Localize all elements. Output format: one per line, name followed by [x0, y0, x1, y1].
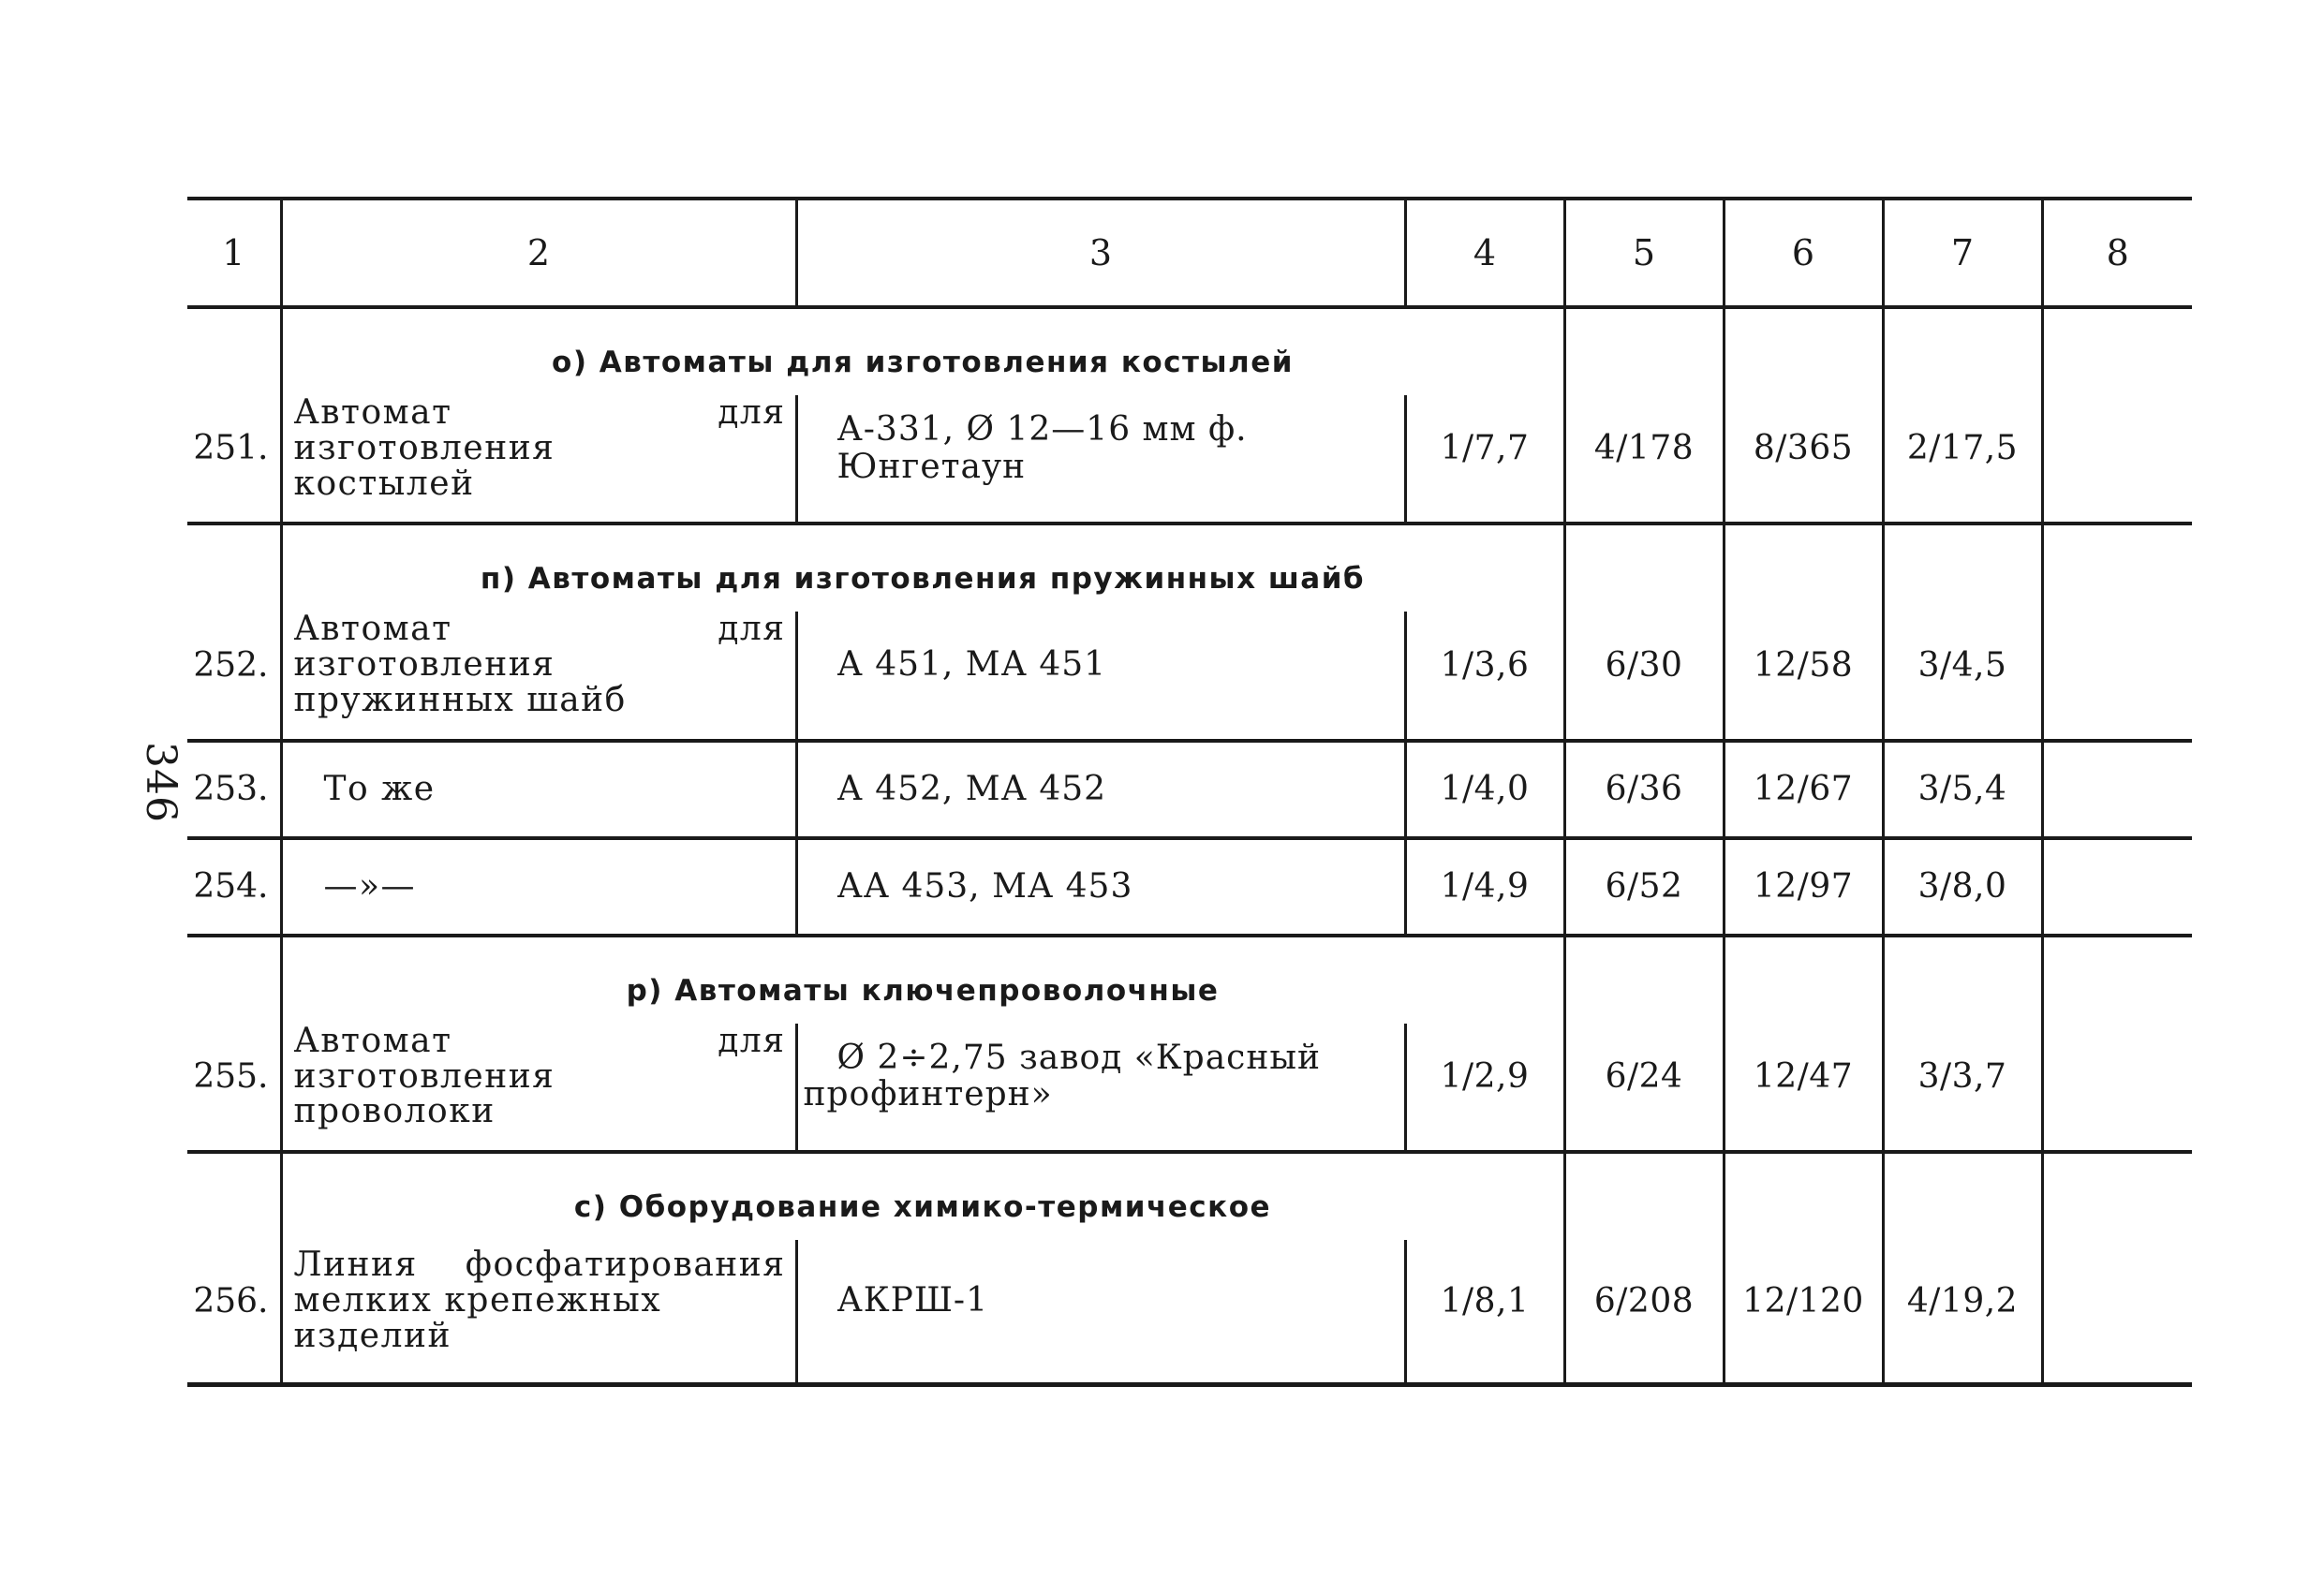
equipment-model: АА 453, МА 453	[796, 838, 1405, 936]
header-col-2: 2	[281, 199, 796, 307]
value-col-4: 1/4,0	[1405, 741, 1564, 838]
name-single: —»—	[323, 866, 417, 906]
table-row	[187, 612, 2192, 740]
header-col-8: 8	[2042, 199, 2192, 307]
value-col-7: 3/3,7	[1883, 1024, 2042, 1152]
blank-cell	[1564, 936, 1724, 1024]
row-number: 253.	[193, 770, 269, 809]
section-group	[187, 1152, 2192, 1385]
table-row	[187, 1024, 2192, 1152]
value-col-6: 12/120	[1724, 1240, 1883, 1385]
equipment-name	[281, 741, 796, 838]
header-col-1: 1	[187, 199, 281, 307]
name-line-1: Линия фосфатирования	[293, 1246, 786, 1285]
value-col-5: 6/52	[1564, 838, 1724, 936]
page-number: 346	[136, 742, 185, 823]
blank-cell	[2042, 936, 2192, 1024]
value-col-7: 2/17,5	[1883, 395, 2042, 524]
value-col-5: 6/24	[1564, 1024, 1724, 1152]
equipment-name	[281, 1021, 796, 1152]
equipment-name	[281, 838, 796, 936]
blank-cell	[2042, 307, 2192, 395]
section-title: о) Автоматы для изготовления костылей	[281, 307, 1564, 395]
name-line-1: Автомат для изготовления	[293, 393, 786, 467]
row-number: 255.	[193, 1056, 269, 1096]
blank-cell	[1724, 524, 1883, 612]
blank-cell	[187, 524, 281, 612]
section-group	[187, 307, 2192, 524]
equipment-model: А-331, Ø 12—16 мм ф. Юнгетаун	[796, 395, 1405, 524]
section-title-row	[187, 936, 2192, 1024]
header-col-3: 3	[796, 199, 1405, 307]
blank-cell	[187, 936, 281, 1024]
value-col-6: 12/67	[1724, 741, 1883, 838]
value-col-8	[2042, 741, 2192, 838]
model-line-2: профинтерн»	[803, 1075, 1053, 1114]
value-col-6: 12/47	[1724, 1024, 1883, 1152]
value-col-7: 3/8,0	[1883, 838, 2042, 936]
value-col-5: 4/178	[1564, 395, 1724, 524]
row-number: 254.	[193, 867, 269, 907]
row-number: 256.	[193, 1281, 269, 1320]
section-group	[187, 741, 2192, 838]
name-line-2: костылей	[293, 464, 475, 503]
equipment-model	[796, 1024, 1405, 1152]
model-line-1: Ø 2÷2,75 завод «Красный	[836, 1038, 1321, 1077]
blank-cell	[1883, 936, 2042, 1024]
equipment-model: АКРШ-1	[796, 1240, 1405, 1385]
name-line-2: пружинных шайб	[293, 680, 627, 719]
name-line-2: проволоки	[293, 1092, 496, 1131]
value-col-5: 6/36	[1564, 741, 1724, 838]
value-col-5: 6/30	[1564, 612, 1724, 740]
section-title: р) Автоматы ключепроволочные	[281, 936, 1564, 1024]
blank-cell	[187, 307, 281, 395]
blank-cell	[1724, 1152, 1883, 1240]
value-col-6: 8/365	[1724, 395, 1883, 524]
value-col-8	[2042, 612, 2192, 740]
name-line-2: мелких крепежных изделий	[293, 1281, 662, 1356]
header-row	[187, 199, 2192, 307]
name-single: То же	[323, 769, 436, 808]
name-line-1: Автомат для изготовления	[293, 610, 786, 685]
section-title-row	[187, 1152, 2192, 1240]
blank-cell	[1564, 1152, 1724, 1240]
equipment-name	[281, 395, 796, 524]
header-col-5: 5	[1564, 199, 1724, 307]
name-line-1: Автомат для изготовления	[293, 1021, 786, 1096]
blank-cell	[187, 1152, 281, 1240]
value-col-4: 1/3,6	[1405, 612, 1564, 740]
equipment-table	[187, 197, 2192, 1387]
equipment-model: А 451, МА 451	[796, 612, 1405, 740]
value-col-4: 1/2,9	[1405, 1024, 1564, 1152]
header-col-7: 7	[1883, 199, 2042, 307]
equipment-model: А 452, МА 452	[796, 741, 1405, 838]
blank-cell	[1564, 307, 1724, 395]
table-row	[187, 1240, 2192, 1385]
value-col-8	[2042, 838, 2192, 936]
row-number: 251.	[193, 429, 269, 468]
section-group	[187, 838, 2192, 936]
equipment-name	[281, 1240, 796, 1385]
value-col-8	[2042, 1240, 2192, 1385]
table-row	[187, 395, 2192, 524]
value-col-6: 12/97	[1724, 838, 1883, 936]
value-col-6: 12/58	[1724, 612, 1883, 740]
section-group	[187, 936, 2192, 1152]
value-col-4: 1/4,9	[1405, 838, 1564, 936]
value-col-8	[2042, 1024, 2192, 1152]
value-col-4: 1/8,1	[1405, 1240, 1564, 1385]
value-col-7: 3/4,5	[1883, 612, 2042, 740]
blank-cell	[1724, 936, 1883, 1024]
header-col-6: 6	[1724, 199, 1883, 307]
blank-cell	[1564, 524, 1724, 612]
blank-cell	[1883, 307, 2042, 395]
section-group	[187, 524, 2192, 740]
value-col-4: 1/7,7	[1405, 395, 1564, 524]
value-col-5: 6/208	[1564, 1240, 1724, 1385]
blank-cell	[1883, 524, 2042, 612]
equipment-name	[281, 612, 796, 740]
section-title-row	[187, 524, 2192, 612]
blank-cell	[1883, 1152, 2042, 1240]
value-col-8	[2042, 395, 2192, 524]
row-number: 252.	[193, 645, 269, 685]
section-title-row	[187, 307, 2192, 395]
table-row	[187, 741, 2192, 838]
blank-cell	[2042, 1152, 2192, 1240]
blank-cell	[1724, 307, 1883, 395]
value-col-7: 4/19,2	[1883, 1240, 2042, 1385]
section-title: п) Автоматы для изготовления пружинных шайб	[281, 524, 1564, 612]
table-row	[187, 838, 2192, 936]
value-col-7: 3/5,4	[1883, 741, 2042, 838]
section-title: с) Оборудование химико-термическое	[281, 1152, 1564, 1240]
blank-cell	[2042, 524, 2192, 612]
header-col-4: 4	[1405, 199, 1564, 307]
